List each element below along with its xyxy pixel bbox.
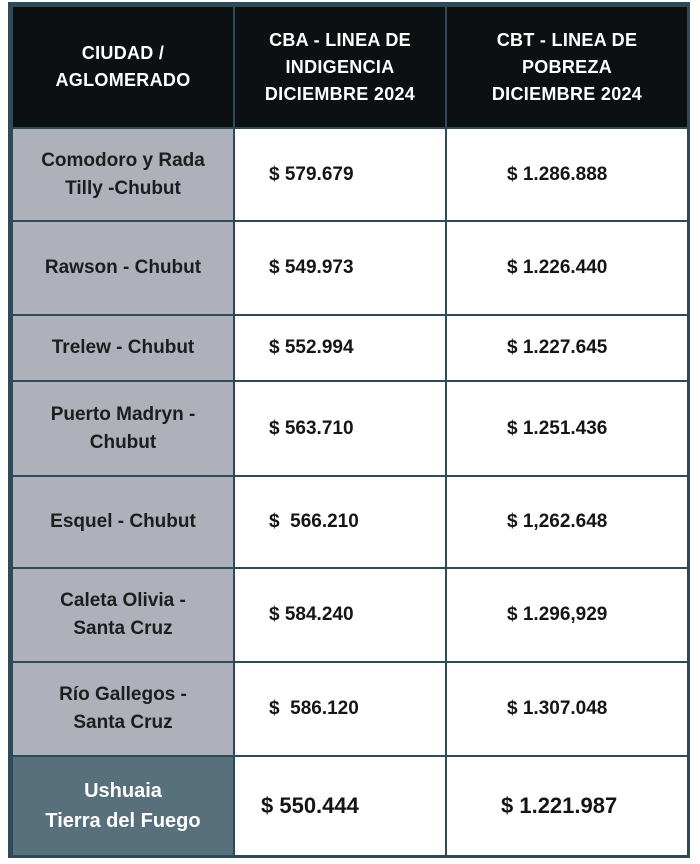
city-cell <box>12 476 234 568</box>
table-row <box>12 315 688 381</box>
city-cell <box>12 568 234 662</box>
city-name-line: Santa Cruz <box>73 618 173 639</box>
city-name-line: Caleta Olivia - <box>60 590 186 611</box>
header-cbt-line: DICIEMBRE 2024 <box>491 83 643 104</box>
table-row <box>12 568 688 662</box>
header-city-line: AGLOMERADO <box>55 70 191 90</box>
city-cell <box>12 662 234 756</box>
city-name-line: Tilly -Chubut <box>65 177 181 199</box>
cbt-value: $ 1.251.436 <box>446 381 688 476</box>
city-cell <box>12 315 234 381</box>
city-name-line: Santa Cruz <box>73 712 173 733</box>
table-row <box>12 476 688 568</box>
cba-value: $ 586.120 <box>234 662 446 756</box>
header-cbt-line: POBREZA <box>521 56 613 77</box>
price-table-frame <box>8 2 690 858</box>
header-cba <box>234 6 446 128</box>
city-cell <box>12 221 234 315</box>
cba-value: $ 549.973 <box>234 221 446 315</box>
city-name-line: Puerto Madryn - <box>50 403 196 425</box>
table-row <box>12 128 688 221</box>
cbt-value: $ 1.227.645 <box>446 315 688 381</box>
table-row <box>12 221 688 315</box>
city-name-line: Rawson - Chubut <box>44 257 202 278</box>
city-name-line: Esquel - Chubut <box>50 511 196 532</box>
header-cba-line: INDIGENCIA <box>285 56 395 77</box>
city-name-line: Río Gallegos - <box>59 684 187 705</box>
cbt-value: $ 1.286.888 <box>446 128 688 221</box>
header-cbt <box>446 6 688 128</box>
cba-value: $ 584.240 <box>234 568 446 662</box>
header-row <box>12 6 688 128</box>
city-cell-highlight <box>12 756 234 856</box>
city-cell <box>12 381 234 476</box>
cbt-value: $ 1.296,929 <box>446 568 688 662</box>
cba-value: $ 552.994 <box>234 315 446 381</box>
header-city-line: CIUDAD / <box>81 43 165 63</box>
header-cba-line: CBA - LINEA DE <box>269 29 411 50</box>
cbt-value: $ 1.307.048 <box>446 662 688 756</box>
city-name-line: Comodoro y Rada <box>41 149 205 171</box>
city-name-line: Trelew - Chubut <box>51 337 195 358</box>
cba-value: $ 563.710 <box>234 381 446 476</box>
city-name-line: Ushuaia <box>84 780 162 802</box>
table-row <box>12 381 688 476</box>
table-row-highlight <box>12 756 688 856</box>
basket-cost-table <box>11 5 689 857</box>
cba-value: $ 550.444 <box>234 756 446 856</box>
header-city <box>12 6 234 128</box>
cba-value: $ 579.679 <box>234 128 446 221</box>
cba-value: $ 566.210 <box>234 476 446 568</box>
city-name-line: Tierra del Fuego <box>45 810 201 832</box>
city-cell <box>12 128 234 221</box>
city-name-line: Chubut <box>89 431 157 453</box>
cbt-value: $ 1,262.648 <box>446 476 688 568</box>
table-row <box>12 662 688 756</box>
cbt-value: $ 1.226.440 <box>446 221 688 315</box>
header-cba-line: DICIEMBRE 2024 <box>264 83 416 104</box>
header-cbt-line: CBT - LINEA DE <box>496 29 638 50</box>
cbt-value: $ 1.221.987 <box>446 756 688 856</box>
